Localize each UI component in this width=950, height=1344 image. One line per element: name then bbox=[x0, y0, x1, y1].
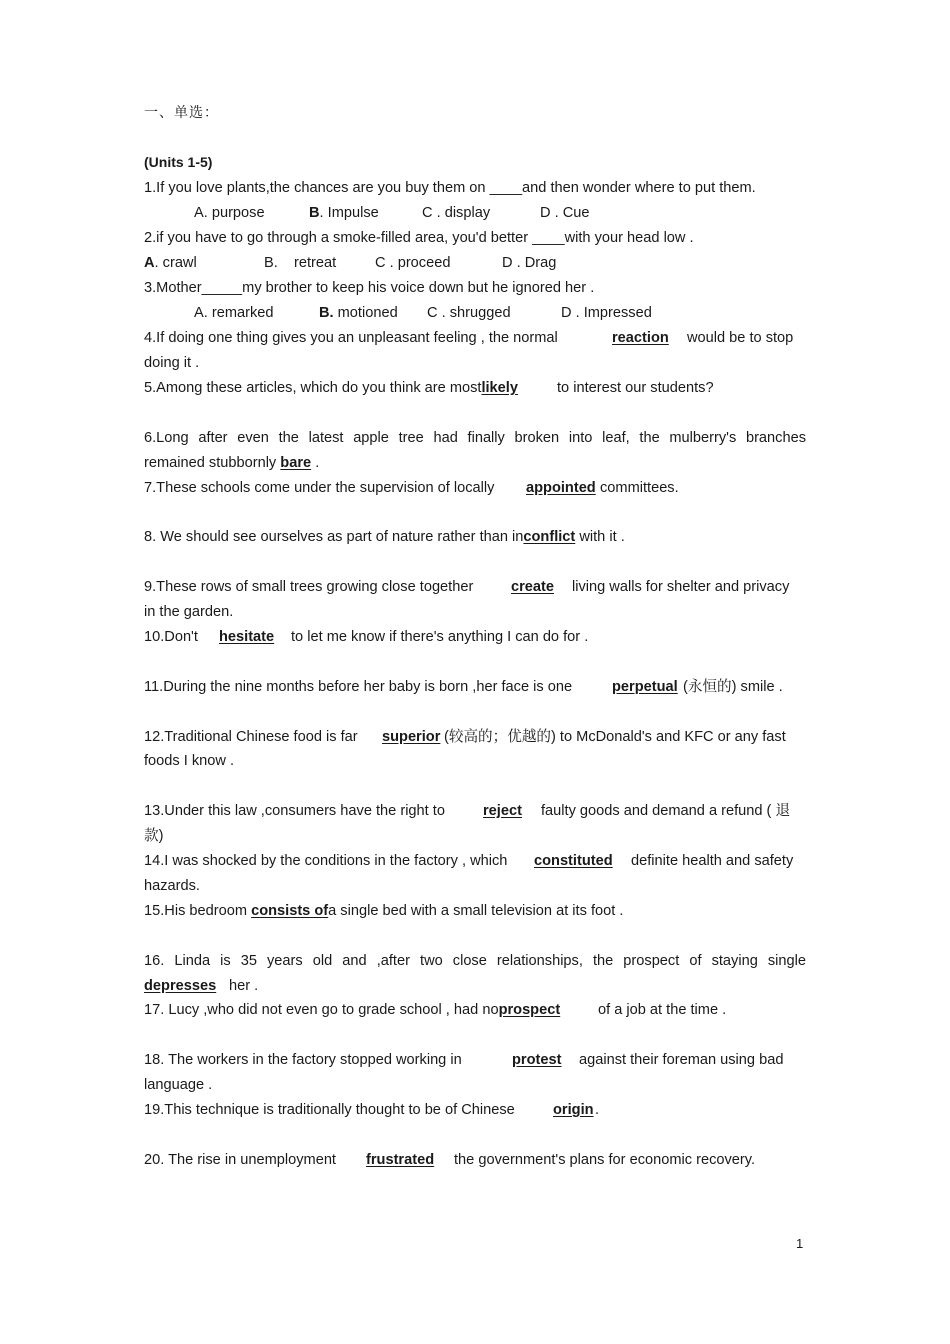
question-16-line2 bbox=[144, 976, 259, 996]
option-c: C . display bbox=[422, 205, 491, 221]
question-15 bbox=[144, 901, 623, 921]
answer-7: appointed bbox=[526, 480, 596, 496]
question-14-line2: hazards. bbox=[144, 878, 200, 894]
question-9-tail: living walls for shelter and privacy bbox=[572, 579, 790, 595]
answer-12: superior bbox=[382, 729, 441, 745]
question-20-text: 20. The rise in unemployment bbox=[144, 1152, 336, 1168]
option-c: C . shrugged bbox=[427, 305, 511, 321]
question-6-text: remained stubbornly bbox=[144, 455, 277, 471]
answer-5: likely bbox=[481, 380, 518, 396]
question-4-tail: would be to stop bbox=[687, 330, 794, 346]
question-10-tail: to let me know if there's anything I can do for . bbox=[291, 629, 589, 645]
question-9-text: 9.These rows of small trees growing close together bbox=[144, 579, 474, 595]
question-18-tail: against their foreman using bad bbox=[579, 1052, 784, 1068]
answer-9: create bbox=[511, 579, 555, 595]
question-13-text: 13.Under this law ,consumers have the right to bbox=[144, 803, 445, 819]
question-4 bbox=[144, 328, 794, 348]
question-5-tail: to interest our students? bbox=[557, 380, 714, 396]
option-a bbox=[144, 253, 197, 273]
question-16: 16. Linda is 35 years old and ,after two close relationships, the prospect of staying single bbox=[144, 953, 806, 969]
option-c: C . proceed bbox=[375, 255, 451, 271]
option-a-letter: A bbox=[144, 255, 155, 271]
question-14-text: 14.I was shocked by the conditions in the factory , which bbox=[144, 853, 508, 869]
question-14-tail: definite health and safety bbox=[631, 853, 794, 869]
question-12 bbox=[144, 727, 786, 747]
question-1: 1.If you love plants,the chances are you buy them on ____and then wonder where to put them. bbox=[144, 180, 756, 196]
section-heading: 一、单选： bbox=[144, 105, 219, 121]
question-18-line2: language . bbox=[144, 1077, 213, 1093]
option-a: A. purpose bbox=[194, 205, 265, 221]
question-4-text: 4.If doing one thing gives you an unpleasant feeling , the normal bbox=[144, 330, 558, 346]
option-b bbox=[309, 203, 379, 223]
answer-18: protest bbox=[512, 1052, 562, 1068]
question-20-tail: the government's plans for economic recovery. bbox=[454, 1152, 756, 1168]
answer-13: reject bbox=[483, 803, 522, 819]
question-13 bbox=[144, 801, 791, 821]
question-4-line2: doing it . bbox=[144, 355, 200, 371]
option-b bbox=[319, 303, 398, 323]
option-b-text: . Impulse bbox=[319, 205, 379, 221]
question-7-text: 7.These schools come under the supervision of locally bbox=[144, 480, 495, 496]
question-13-line2: 款) bbox=[144, 828, 164, 844]
question-6-line2 bbox=[144, 453, 319, 473]
option-a: A. remarked bbox=[194, 305, 274, 321]
option-a-text: . crawl bbox=[154, 255, 197, 271]
option-d: D . Drag bbox=[502, 255, 557, 271]
answer-8: conflict bbox=[523, 529, 576, 545]
option-b: B. retreat bbox=[264, 255, 337, 271]
option-b-text: motioned bbox=[333, 305, 398, 321]
answer-11: perpetual bbox=[612, 679, 678, 695]
question-6: 6.Long after even the latest apple tree had finally broken into leaf, the mulberry's branches bbox=[144, 430, 806, 446]
question-15-text: 15.His bedroom bbox=[144, 903, 248, 919]
question-19-text: 19.This technique is traditionally thought to be of Chinese bbox=[144, 1102, 515, 1118]
question-5-text: 5.Among these articles, which do you think are most bbox=[144, 380, 482, 396]
question-7 bbox=[144, 478, 679, 498]
answer-19: origin bbox=[553, 1102, 594, 1118]
answer-16: depresses bbox=[144, 978, 217, 994]
question-17-text: 17. Lucy ,who did not even go to grade school , had no bbox=[144, 1002, 499, 1018]
question-11-text: 11.During the nine months before her baby is born ,her face is one bbox=[144, 679, 573, 695]
option-d: D . Cue bbox=[540, 205, 590, 221]
question-10-text: 10.Don't bbox=[144, 629, 198, 645]
question-9-line2: in the garden. bbox=[144, 604, 234, 620]
answer-6: bare bbox=[280, 455, 312, 471]
answer-15: consists of bbox=[251, 903, 329, 919]
question-11 bbox=[144, 677, 783, 697]
question-18-text: 18. The workers in the factory stopped working in bbox=[144, 1052, 462, 1068]
question-2: 2.if you have to go through a smoke-filled area, you'd better ____with your head low . bbox=[144, 230, 694, 246]
question-9 bbox=[144, 577, 790, 597]
question-16-tail: her . bbox=[229, 978, 259, 994]
question-6-tail: . bbox=[315, 455, 320, 471]
answer-4: reaction bbox=[612, 330, 669, 346]
answer-20: frustrated bbox=[366, 1152, 435, 1168]
question-11-tail: (永恒的) smile . bbox=[683, 679, 783, 695]
question-20 bbox=[144, 1150, 756, 1170]
question-18 bbox=[144, 1050, 784, 1070]
question-7-tail: committees. bbox=[600, 480, 679, 496]
question-17-tail: of a job at the time . bbox=[598, 1002, 727, 1018]
question-3: 3.Mother_____my brother to keep his voice down but he ignored her . bbox=[144, 280, 595, 296]
units-label: (Units 1-5) bbox=[144, 154, 213, 170]
question-5 bbox=[144, 378, 714, 398]
option-b-letter: B bbox=[309, 205, 320, 221]
option-b-letter: B. bbox=[319, 305, 334, 321]
question-8-tail: with it . bbox=[579, 529, 625, 545]
answer-10: hesitate bbox=[219, 629, 275, 645]
question-8 bbox=[144, 527, 625, 547]
question-19-tail: . bbox=[595, 1102, 600, 1118]
answer-17: prospect bbox=[498, 1002, 561, 1018]
question-14 bbox=[144, 851, 794, 871]
question-19 bbox=[144, 1100, 600, 1120]
question-12-text: 12.Traditional Chinese food is far bbox=[144, 729, 358, 745]
question-15-tail: a single bed with a small television at its foot . bbox=[328, 903, 624, 919]
question-13-tail: faulty goods and demand a refund ( 退 bbox=[541, 803, 791, 819]
option-d: D . Impressed bbox=[561, 305, 652, 321]
question-12-tail: (较高的；优越的) to McDonald's and KFC or any fast bbox=[444, 729, 786, 745]
page-number: 1 bbox=[796, 1236, 804, 1251]
question-8-text: 8. We should see ourselves as part of nature rather than in bbox=[144, 529, 524, 545]
question-12-line2: foods I know . bbox=[144, 753, 235, 769]
question-10 bbox=[144, 627, 589, 647]
question-17 bbox=[144, 1000, 727, 1020]
answer-14: constituted bbox=[534, 853, 613, 869]
